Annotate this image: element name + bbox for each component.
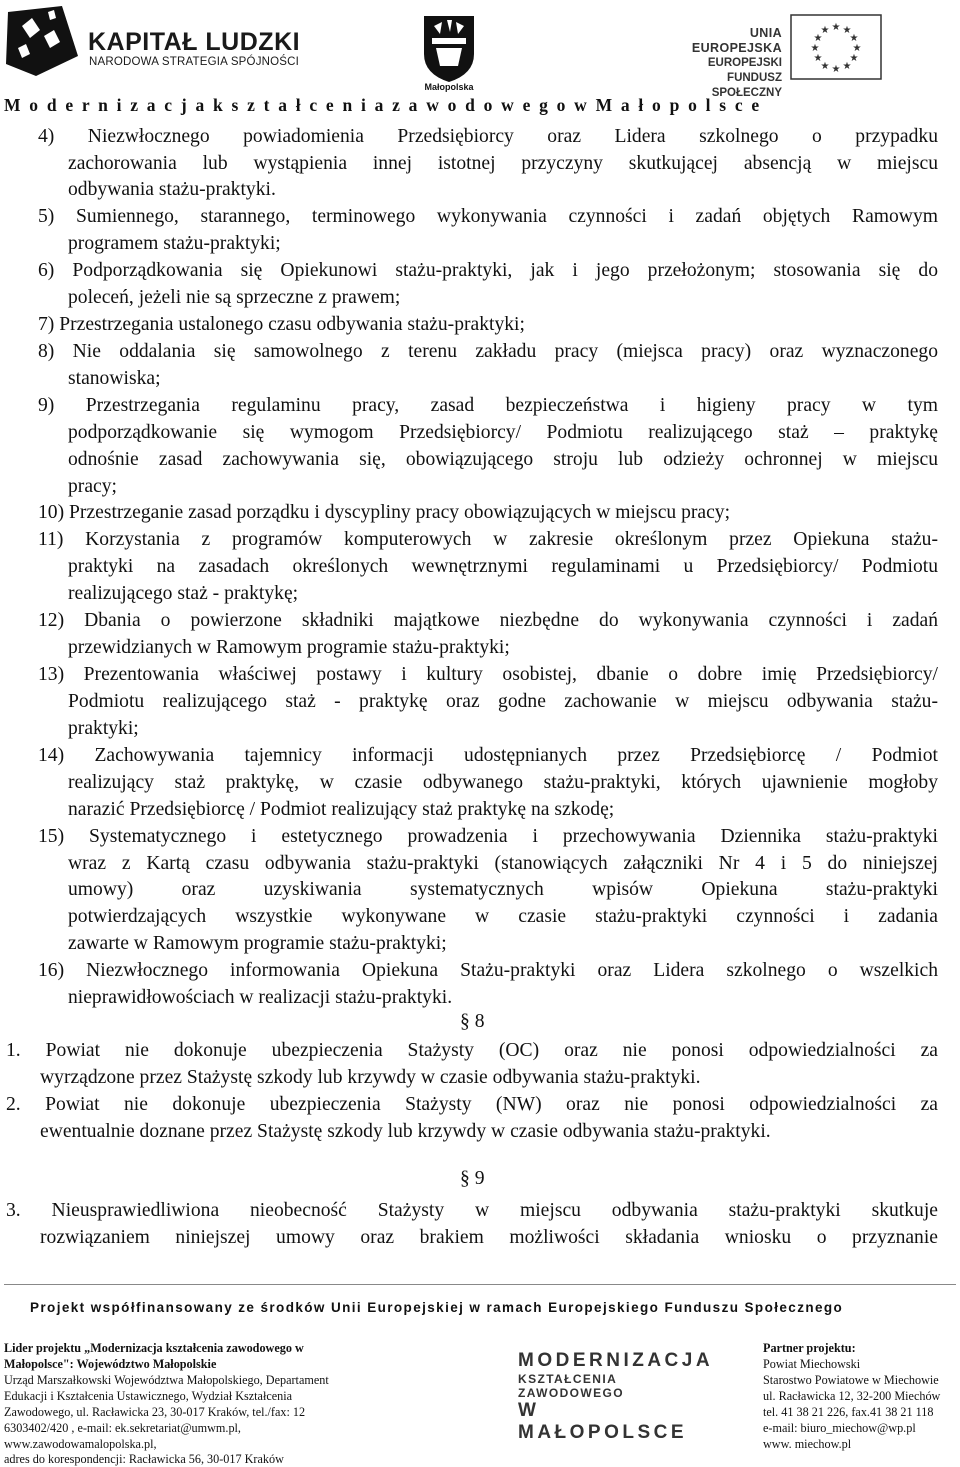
body-line: praktyki; [68, 718, 139, 739]
footer-left-line: www.zawodowamalopolska.pl, [4, 1437, 157, 1451]
eu-line-1: UNIA EUROPEJSKA [691, 26, 782, 55]
svg-text:★: ★ [849, 53, 859, 64]
svg-text:★: ★ [820, 25, 830, 36]
modernizacja-logo-line-2: KSZTAŁCENIA ZAWODOWEGO [518, 1372, 624, 1400]
body-line: zawarte w Ramowym programie stażu-praktyki; [68, 933, 447, 954]
body-line: 14) Zachowywania tajemnicy informacji udostępnianych przez Przedsiębiorcę / Podmiot [38, 745, 938, 766]
project-title: M o d e r n i z a c j a k s z t a ł c e n i a z a w o d o w e g o w M a ł o p o l s c e [4, 95, 762, 115]
kapital-ludzki-subtitle: NARODOWA STRATEGIA SPÓJNOŚCI [89, 56, 300, 68]
body-line: zachorowania lub wystąpienia innej istotnej przyczyny skutkującej absencją w miejscu [68, 153, 938, 174]
body-line: 1. Powiat nie dokonuje ubezpieczenia Stażysty (OC) oraz nie ponosi odpowiedzialności za [6, 1040, 938, 1061]
body-line: pracy; [68, 476, 117, 497]
footer-left-line: Zawodowego, ul. Racławicka 23, 30-017 Kraków, tel./fax: 12 [4, 1405, 306, 1419]
eu-text-block [662, 26, 782, 101]
svg-text:★: ★ [813, 33, 823, 44]
svg-text:★: ★ [842, 25, 852, 36]
body-line: stanowiska; [68, 368, 161, 389]
body-line: wyrządzone przez Stażystę szkody lub krzywdy w czasie odbywania stażu-praktyki. [40, 1067, 701, 1088]
body-line: praktyki na zasadach określonych wewnętrznymi regulaminami u Przedsiębiorcy/ Podmiotu [68, 556, 938, 577]
eu-line-2: EUROPEJSKI [707, 57, 782, 69]
body-line: realizujący staż praktykę, w czasie odbywanego stażu-praktyki, których ujawnienie mogłoby [68, 772, 938, 793]
body-line: 2. Powiat nie dokonuje ubezpieczenia Stażysty (NW) oraz nie ponosi odpowiedzialności za [6, 1094, 938, 1115]
body-line: 3. Nieusprawiedliwiona nieobecność Stażysty w miejscu odbywania stażu-praktyki skutkuje [6, 1200, 938, 1221]
body-line: 7) Przestrzegania ustalonego czasu odbywania stażu-praktyki; [38, 314, 525, 335]
body-line: 8) Nie oddalania się samowolnego z terenu zakładu pracy (miejsca pracy) oraz wyznaczonego [38, 341, 938, 362]
body-line: 10) Przestrzeganie zasad porządku i dyscypliny pracy obowiązujących w miejscu pracy; [38, 502, 731, 523]
svg-text:★: ★ [810, 43, 820, 54]
body-line: ewentualnie doznane przez Stażystę szkody lub krzywdy w czasie odbywania stażu-praktyki. [40, 1121, 771, 1142]
footer-right-line: tel. 41 38 21 226, fax.41 38 21 118 [763, 1405, 934, 1419]
malopolska-label: Małopolska [424, 82, 474, 92]
modernizacja-logo [518, 1350, 714, 1443]
eu-line-3: FUNDUSZ SPOŁECZNY [711, 72, 782, 99]
body-line: odbywania stażu-praktyki. [68, 179, 276, 200]
body-line: § 8 [460, 1011, 485, 1032]
footer-right-line: ul. Racławicka 12, 32-200 Miechów [763, 1389, 941, 1403]
body-line: rozwiązaniem niniejszej umowy oraz brakiem możliwości składania wniosku o przyznanie [40, 1227, 938, 1248]
footer-left-line: Lider projektu „Modernizacja kształcenia zawodowego w [4, 1341, 304, 1355]
footer-left-line: Urząd Marszałkowski Województwa Małopolskiego, Departament [4, 1373, 329, 1387]
svg-text:★: ★ [849, 33, 859, 44]
body-line: 4) Niezwłocznego powiadomienia Przedsiębiorcy oraz Lidera szkolnego o przypadku [38, 126, 938, 147]
body-line: wraz z Kartą czasu odbywania stażu-praktyki (stanowiących załączniki Nr 4 i 5 do niniejszej [68, 853, 938, 874]
svg-text:★: ★ [820, 61, 830, 72]
modernizacja-logo-line-3: W MAŁOPOLSCE [518, 1400, 688, 1443]
body-line: 9) Przestrzegania regulaminu pracy, zasad bezpieczeństwa i higieny pracy w tym [38, 395, 938, 416]
body-line: realizującego staż - praktykę; [68, 583, 299, 604]
footer-right-line: www. miechow.pl [763, 1437, 852, 1451]
body-line: potwierdzających wszystkie wykonywane w czasie stażu-praktyki czynności i zadania [68, 906, 938, 927]
footer-right-line: e-mail: biuro_miechow@wp.pl [763, 1421, 916, 1435]
svg-text:★: ★ [831, 22, 841, 33]
footer-right-line: Powiat Miechowski [763, 1357, 861, 1371]
footer-right-line: Starostwo Powiatowe w Miechowie [763, 1373, 939, 1387]
eu-flag-icon [790, 14, 882, 80]
svg-text:★: ★ [852, 43, 862, 54]
body-line: Podmiotu realizującego staż - praktykę oraz godne zachowanie w miejscu odbywania stażu- [68, 691, 938, 712]
body-line: umowy) oraz uzyskiwania systematycznych wpisów Opiekuna stażu-praktyki [68, 879, 938, 900]
body-line: przewidzianych w Ramowym programie stażu-praktyki; [68, 637, 510, 658]
body-line: programem stażu-praktyki; [68, 233, 281, 254]
body-line: 13) Prezentowania właściwej postawy i kultury osobistej, dbanie o dobre imię Przedsiębiorcy/ [38, 664, 938, 685]
footer-divider [4, 1284, 956, 1285]
body-line: podporządkowanie się wymogom Przedsiębiorcy/ Podmiotu realizującego staż – praktykę [68, 422, 938, 443]
footer-left-line: Małopolsce": Województwo Małopolskie [4, 1357, 217, 1371]
body-line: 12) Dbania o powierzone składniki majątkowe niezbędne do wykonywania czynności i zadań [38, 610, 938, 631]
body-line: narazić Przedsiębiorcę / Podmiot realizujący staż praktykę na szkodę; [68, 799, 615, 820]
svg-text:★: ★ [842, 61, 852, 72]
footer-cofund-line: Projekt współfinansowany ze środków Unii Europejskiej w ramach Europejskiego Funduszu Społecznego [30, 1300, 844, 1315]
body-line: § 9 [460, 1168, 485, 1189]
body-line: poleceń, jeżeli nie są sprzeczne z prawem; [68, 287, 401, 308]
body-line: 11) Korzystania z programów komputerowych w zakresie określonym przez Opiekuna stażu- [38, 529, 938, 550]
svg-text:★: ★ [813, 53, 823, 64]
footer-left-line: adres do korespondencji: Racławicka 56, 30-017 Kraków [4, 1452, 284, 1466]
modernizacja-logo-line-1: MODERNIZACJA [518, 1350, 714, 1371]
body-line: nieprawidłowościach w realizacji stażu-praktyki. [68, 987, 453, 1008]
footer-left-line: Edukacji i Kształcenia Ustawicznego, Wydział Kształcenia [4, 1389, 293, 1403]
body-line: 5) Sumiennego, starannego, terminowego wykonywania czynności i zadań objętych Ramowym [38, 206, 938, 227]
footer-right-line: Partner projektu: [763, 1341, 856, 1355]
body-line: odnośnie zasad zachowywania się, obowiązującego stroju lub odzieży ochronnej w miejscu [68, 449, 938, 470]
svg-text:★: ★ [831, 64, 841, 75]
body-line: 16) Niezwłocznego informowania Opiekuna Stażu-praktyki oraz Lidera szkolnego o wszelkich [38, 960, 938, 981]
body-line: 6) Podporządkowania się Opiekunowi stażu-praktyki, jak i jego przełożonym; stosowania się do [38, 260, 938, 281]
footer-left-line: 6303402/420 , e-mail: ek.sekretariat@umwm.pl, [4, 1421, 241, 1435]
kapital-ludzki-title: KAPITAŁ LUDZKI [88, 28, 301, 56]
body-line: 15) Systematycznego i estetycznego prowadzenia i przechowywania Dziennika stażu-praktyki [38, 826, 938, 847]
